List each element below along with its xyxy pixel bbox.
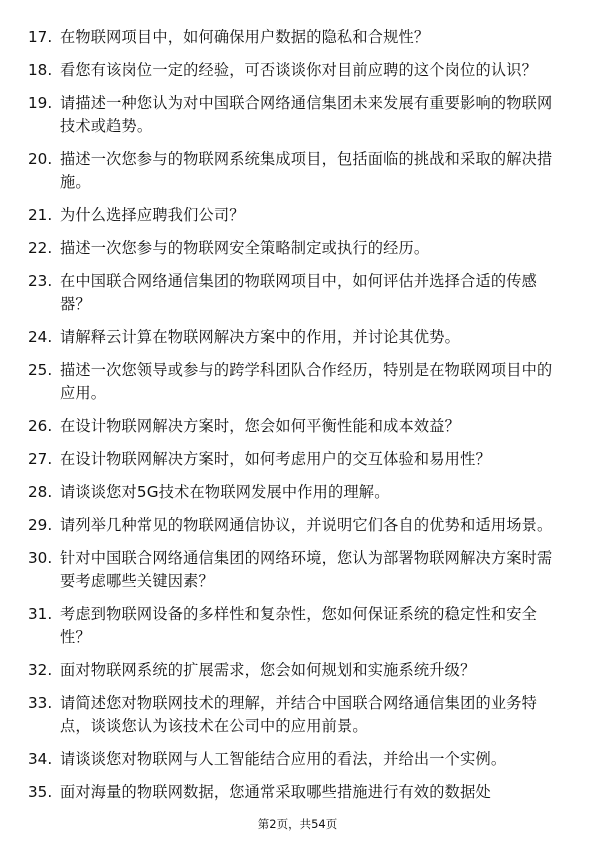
list-item bbox=[28, 237, 553, 260]
list-item bbox=[28, 415, 553, 438]
list-item bbox=[28, 359, 553, 405]
list-item bbox=[28, 59, 553, 82]
question-number: 31. bbox=[28, 605, 53, 623]
question-text: 在设计物联网解决方案时，如何考虑用户的交互体验和易用性？ bbox=[60, 450, 491, 468]
question-text: 描述一次您参与的物联网系统集成项目，包括面临的挑战和采取的解决措施。 bbox=[60, 150, 553, 191]
list-item bbox=[28, 748, 553, 771]
list-item bbox=[28, 92, 553, 138]
question-number: 26. bbox=[28, 417, 53, 435]
question-number: 30. bbox=[28, 549, 53, 567]
question-number: 24. bbox=[28, 328, 53, 346]
list-item bbox=[28, 326, 553, 349]
list-item bbox=[28, 204, 553, 227]
question-text: 看您有该岗位一定的经验，可否谈谈你对目前应聘的这个岗位的认识？ bbox=[60, 61, 538, 79]
question-number: 21. bbox=[28, 206, 53, 224]
question-number: 25. bbox=[28, 361, 53, 379]
list-item bbox=[28, 781, 553, 804]
question-number: 35. bbox=[28, 783, 53, 801]
question-number: 22. bbox=[28, 239, 53, 257]
list-item bbox=[28, 547, 553, 593]
list-item bbox=[28, 514, 553, 537]
list-item bbox=[28, 481, 553, 504]
question-number: 19. bbox=[28, 94, 53, 112]
list-item bbox=[28, 270, 553, 316]
question-number: 29. bbox=[28, 516, 53, 534]
list-item bbox=[28, 603, 553, 649]
question-text: 面对海量的物联网数据，您通常采取哪些措施进行有效的数据处 bbox=[60, 783, 491, 801]
question-text: 针对中国联合网络通信集团的网络环境，您认为部署物联网解决方案时需要考虑哪些关键因素？ bbox=[60, 549, 553, 590]
question-number: 33. bbox=[28, 694, 53, 712]
question-text: 请解释云计算在物联网解决方案中的作用，并讨论其优势。 bbox=[60, 328, 461, 346]
question-number: 27. bbox=[28, 450, 53, 468]
question-number: 28. bbox=[28, 483, 53, 501]
question-text: 请谈谈您对5G技术在物联网发展中作用的理解。 bbox=[60, 483, 390, 501]
question-text: 考虑到物联网设备的多样性和复杂性，您如何保证系统的稳定性和安全性？ bbox=[60, 605, 538, 646]
question-number: 23. bbox=[28, 272, 53, 290]
question-text: 请谈谈您对物联网与人工智能结合应用的看法，并给出一个实例。 bbox=[60, 750, 507, 768]
question-number: 32. bbox=[28, 661, 53, 679]
question-text: 面对物联网系统的扩展需求，您会如何规划和实施系统升级？ bbox=[60, 661, 476, 679]
question-list bbox=[28, 26, 553, 804]
list-item bbox=[28, 448, 553, 471]
question-text: 在设计物联网解决方案时，您会如何平衡性能和成本效益？ bbox=[60, 417, 461, 435]
page-number-footer: 第2页，共54页 bbox=[257, 817, 338, 831]
question-text: 描述一次您领导或参与的跨学科团队合作经历，特别是在物联网项目中的应用。 bbox=[60, 361, 553, 402]
list-item bbox=[28, 148, 553, 194]
question-number: 18. bbox=[28, 61, 53, 79]
question-number: 20. bbox=[28, 150, 53, 168]
question-text: 在物联网项目中，如何确保用户数据的隐私和合规性？ bbox=[60, 28, 430, 46]
question-number: 34. bbox=[28, 750, 53, 768]
question-number: 17. bbox=[28, 28, 53, 46]
question-text: 请列举几种常见的物联网通信协议，并说明它们各自的优势和适用场景。 bbox=[60, 516, 553, 534]
question-text: 请描述一种您认为对中国联合网络通信集团未来发展有重要影响的物联网技术或趋势。 bbox=[60, 94, 553, 135]
list-item bbox=[28, 692, 553, 738]
question-text: 为什么选择应聘我们公司？ bbox=[60, 206, 245, 224]
question-text: 请简述您对物联网技术的理解，并结合中国联合网络通信集团的业务特点，谈谈您认为该技术在公司中的应用前景。 bbox=[60, 694, 538, 735]
question-text: 在中国联合网络通信集团的物联网项目中，如何评估并选择合适的传感器？ bbox=[60, 272, 538, 313]
question-text: 描述一次您参与的物联网安全策略制定或执行的经历。 bbox=[60, 239, 430, 257]
list-item bbox=[28, 659, 553, 682]
list-item bbox=[28, 26, 553, 49]
